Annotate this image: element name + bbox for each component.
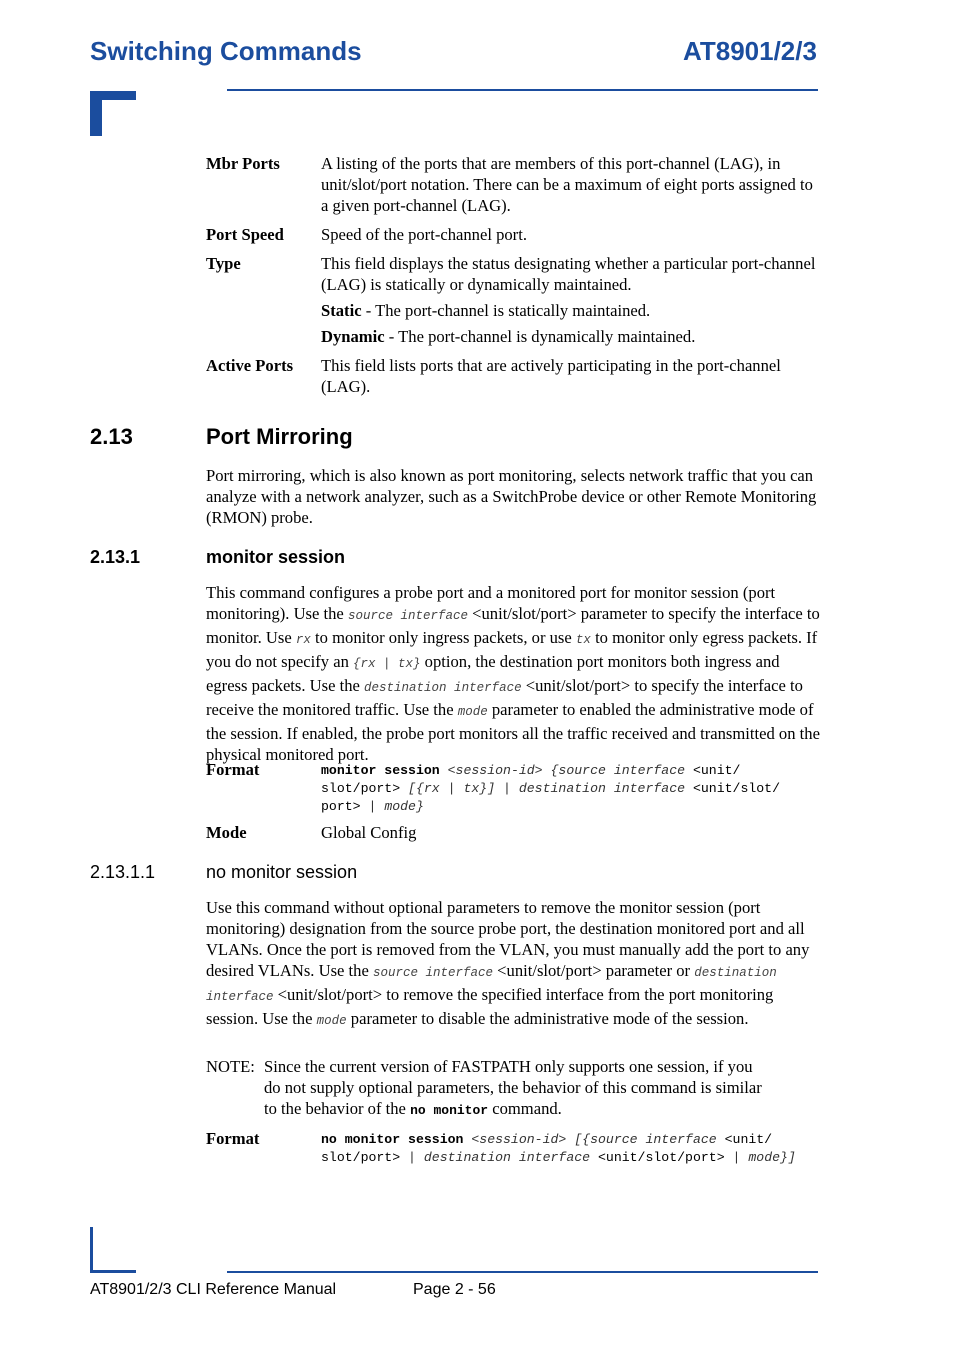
note-block bbox=[206, 1056, 766, 1121]
corner-bracket-icon bbox=[90, 91, 136, 136]
header-product-title: AT8901/2/3 bbox=[683, 36, 817, 66]
field-desc: Speed of the port-channel port. bbox=[321, 225, 527, 244]
corner-bracket-icon bbox=[90, 1227, 136, 1273]
format-no-monitor-session bbox=[206, 1128, 818, 1167]
field-desc: A listing of the ports that are members of this port-channel (LAG), in unit/slot/port notation. There can be a maximum of eight ports assigned to a given port-channel (LAG). bbox=[321, 154, 813, 215]
mode-monitor-session bbox=[206, 822, 818, 843]
format-monitor-session bbox=[206, 759, 818, 816]
field-definition-list bbox=[206, 153, 818, 405]
field-row-active-ports bbox=[206, 355, 818, 397]
header-chapter-title: Switching Commands bbox=[90, 36, 362, 66]
field-desc: This field lists ports that are actively participating in the port-channel (LAG). bbox=[321, 356, 781, 396]
format-label: Format bbox=[206, 1129, 260, 1148]
field-desc: This field displays the status designating whether a particular port-channel (LAG) is statically or dynamically maintained. bbox=[321, 254, 816, 294]
section-heading-2-13: 2.13 Port Mirroring bbox=[90, 424, 353, 449]
field-subitem-static: Static - The port-channel is statically maintained. bbox=[321, 301, 651, 320]
field-row-type bbox=[206, 253, 818, 347]
field-subitem-dynamic: Dynamic - The port-channel is dynamically maintained. bbox=[321, 327, 696, 346]
section-body-no-monitor-session: Use this command without optional parameters to remove the monitor session (port monitoring) designation from the source probe port, the destination monitored port and all VLANs. Once the port is removed from the VLAN, you must manually add the port to any desired VLANs. Use the source interface <unit/slot/port> parameter or destination interface <unit/slot/port> to remove the specified interface from the port monitoring session. Use the mode parameter to disable the administrative mode of the session. bbox=[206, 898, 810, 1028]
section-body-monitor-session: This command configures a probe port and a monitored port for monitor session (port monitoring). Use the source interface <unit/slot/port> parameter to specify the interface to monitor. Use rx to monitor only ingress packets, or use tx to monitor only egress packets. If you do not specify an {rx | tx} option, the destination port monitors both ingress and egress packets. Use the destination interface <unit/slot/port> to specify the interface to receive the monitored traffic. Use the mode parameter to enabled the administrative mode of the session. If enabled, the probe port monitors all the traffic received and transmitted on the physical monitored port. bbox=[206, 583, 820, 764]
note-text: Since the current version of FASTPATH only supports one session, if you do not supply optional parameters, the behavior of this command is similar to the behavior of the no monitor command. bbox=[264, 1057, 762, 1118]
footer-page-number: Page 2 - 56 bbox=[413, 1281, 496, 1298]
field-term: Mbr Ports bbox=[206, 154, 280, 173]
field-row-mbr-ports bbox=[206, 153, 818, 216]
footer-manual-title: AT8901/2/3 CLI Reference Manual bbox=[90, 1281, 337, 1298]
field-term: Type bbox=[206, 254, 241, 273]
note-label: NOTE: bbox=[206, 1057, 255, 1076]
field-term: Active Ports bbox=[206, 356, 294, 375]
format-label: Format bbox=[206, 760, 260, 779]
section-heading-2-13-1: 2.13.1 monitor session bbox=[90, 547, 346, 567]
section-body-port-mirroring: Port mirroring, which is also known as port monitoring, selects network traffic that you can analyze with a network analyzer, such as a SwitchProbe device or other Remote Monitoring (RMON) probe. bbox=[206, 466, 817, 527]
mode-value: Global Config bbox=[321, 823, 417, 842]
format-syntax: monitor session <session-id> {source interface <unit/ slot/port> [{rx | tx}] | destination interface <unit/slot/ port> | mode} bbox=[321, 763, 781, 814]
field-term: Port Speed bbox=[206, 225, 284, 244]
format-syntax: no monitor session <session-id> [{source interface <unit/ slot/port> | destination interface <unit/slot/port> | mode}] bbox=[321, 1132, 796, 1165]
field-row-port-speed bbox=[206, 224, 818, 245]
footer-rule bbox=[227, 1271, 818, 1273]
mode-label: Mode bbox=[206, 823, 247, 842]
header-rule bbox=[227, 89, 818, 91]
section-heading-2-13-1-1: 2.13.1.1 no monitor session bbox=[90, 862, 358, 882]
